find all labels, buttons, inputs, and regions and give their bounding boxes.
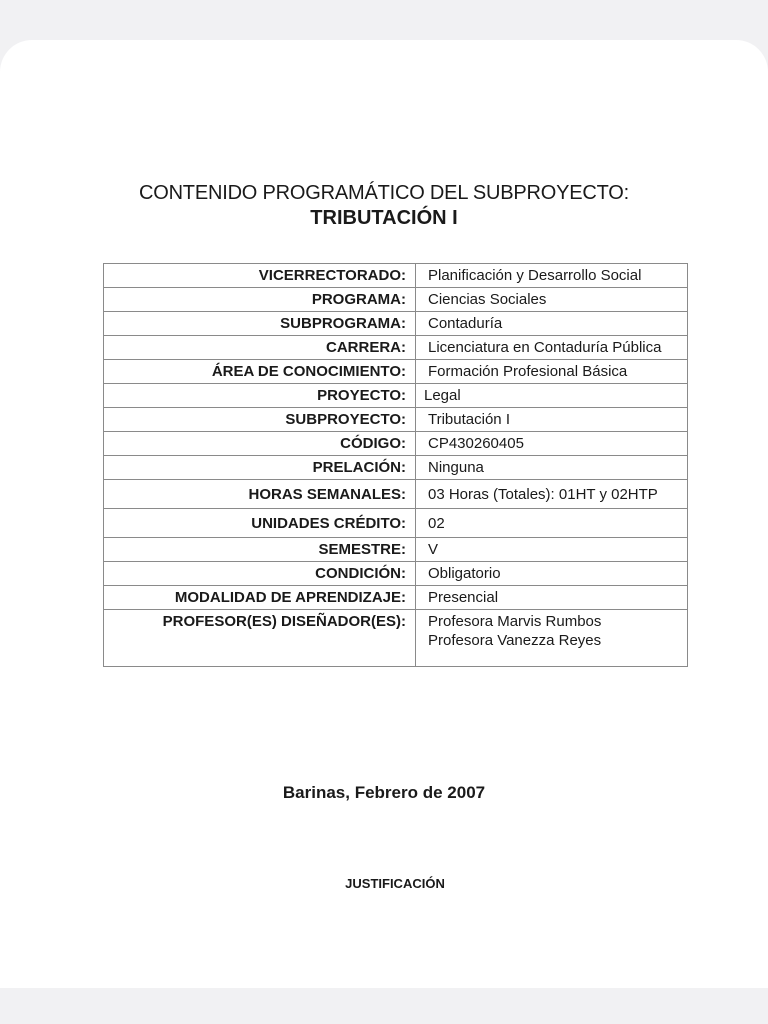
row-label: VICERRECTORADO: [104,264,416,288]
row-value: Presencial [416,586,688,610]
table-row [104,360,688,384]
designers-value [416,610,688,667]
document-page [0,40,768,988]
row-value: Ninguna [416,456,688,480]
document-title: CONTENIDO PROGRAMÁTICO DEL SUBPROYECTO: [138,182,630,204]
row-value: 02 [416,509,688,538]
row-label: HORAS SEMANALES: [104,480,416,509]
table-row [104,562,688,586]
row-label: SEMESTRE: [104,538,416,562]
designer-name: Profesora Vanezza Reyes [428,632,602,649]
table-row [104,264,688,288]
table-row [104,586,688,610]
table-row [104,456,688,480]
table-row [104,384,688,408]
row-label: ÁREA DE CONOCIMIENTO: [104,360,416,384]
row-label: SUBPROYECTO: [104,408,416,432]
row-value: Legal [416,384,688,408]
table-row [104,312,688,336]
table-row [104,432,688,456]
table-row [104,610,688,667]
table-row [104,336,688,360]
designer-name: Profesora Marvis Rumbos [428,613,602,630]
table-row [104,538,688,562]
program-info-table [103,263,688,667]
row-value: Ciencias Sociales [416,288,688,312]
row-value: Planificación y Desarrollo Social [416,264,688,288]
row-label: MODALIDAD DE APRENDIZAJE: [104,586,416,610]
row-value: CP430260405 [416,432,688,456]
row-value: Obligatorio [416,562,688,586]
table-row [104,288,688,312]
designers-label: PROFESOR(ES) DISEÑADOR(ES): [104,610,416,667]
table-row [104,480,688,509]
row-label: PROGRAMA: [104,288,416,312]
subproject-name: TRIBUTACIÓN I [310,207,458,229]
row-label: CARRERA: [104,336,416,360]
row-value: 03 Horas (Totales): 01HT y 02HTP [416,480,688,509]
row-label: CONDICIÓN: [104,562,416,586]
row-label: UNIDADES CRÉDITO: [104,509,416,538]
row-value: Licenciatura en Contaduría Pública [416,336,688,360]
row-value: Contaduría [416,312,688,336]
section-heading: JUSTIFICACIÓN [345,876,445,891]
row-value: Tributación I [416,408,688,432]
place-date: Barinas, Febrero de 2007 [282,783,486,802]
row-label: PRELACIÓN: [104,456,416,480]
row-label: SUBPROGRAMA: [104,312,416,336]
row-value: Formación Profesional Básica [416,360,688,384]
row-label: CÓDIGO: [104,432,416,456]
table-row [104,509,688,538]
table-row [104,408,688,432]
row-label: PROYECTO: [104,384,416,408]
row-value: V [416,538,688,562]
